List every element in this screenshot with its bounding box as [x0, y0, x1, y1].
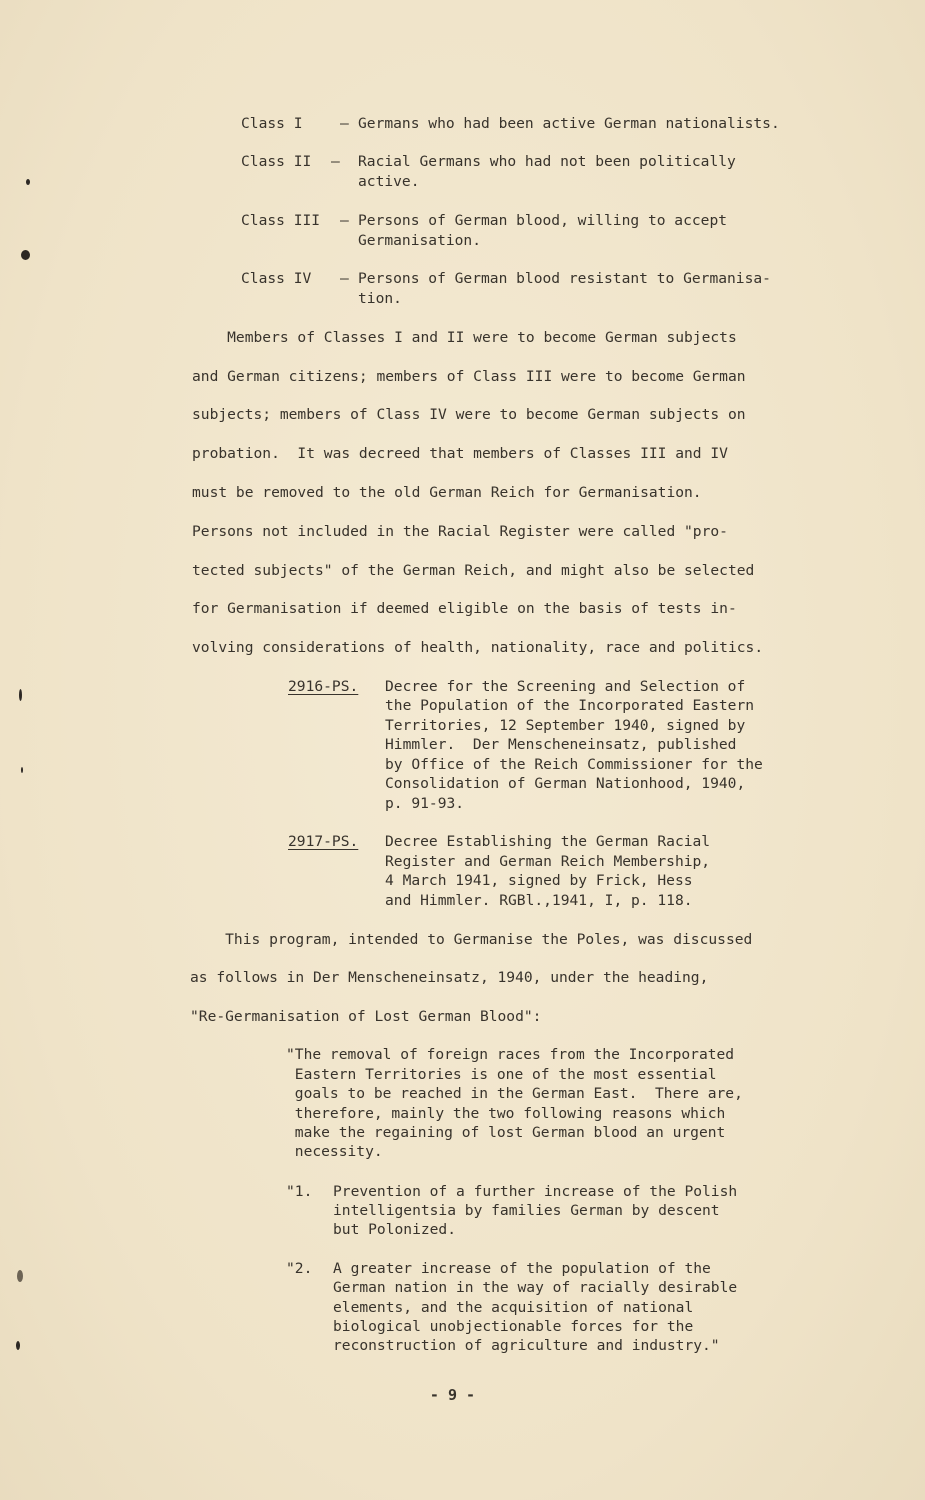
class-label: Class IV: [241, 270, 312, 287]
margin-mark: [16, 1341, 20, 1350]
item-line: reconstruction of agriculture and industry.": [333, 1337, 720, 1354]
margin-mark: [19, 689, 22, 701]
margin-mark: [21, 767, 23, 773]
margin-mark: [26, 179, 30, 185]
item-line: German nation in the way of racially desirable: [333, 1279, 738, 1296]
item-line: biological unobjectionable forces for the: [333, 1318, 694, 1335]
item-line: intelligentsia by families German by descent: [333, 1202, 720, 1219]
reference-id: 2916-PS.: [288, 678, 359, 695]
class-dash: –: [340, 270, 349, 287]
paragraph-line: as follows in Der Menscheneinsatz, 1940, under the heading,: [190, 969, 709, 986]
paragraph-line: "Re-Germanisation of Lost German Blood":: [190, 1008, 542, 1025]
item-line: A greater increase of the population of the: [333, 1260, 711, 1277]
item-line: but Polonized.: [333, 1221, 457, 1238]
item-line: elements, and the acquisition of national: [333, 1299, 694, 1316]
paragraph-line: must be removed to the old German Reich for Germanisation.: [192, 484, 702, 501]
reference-line: Himmler. Der Menscheneinsatz, published: [385, 736, 737, 753]
paragraph-line: subjects; members of Class IV were to become German subjects on: [192, 406, 746, 423]
reference-id: 2917-PS.: [288, 833, 359, 850]
class-dash: –: [340, 115, 349, 132]
reference-line: Decree Establishing the German Racial: [385, 833, 711, 850]
paragraph-line: This program, intended to Germanise the Poles, was discussed: [190, 931, 753, 948]
reference-line: Decree for the Screening and Selection of: [385, 678, 746, 695]
paragraph-line: Persons not included in the Racial Register were called "pro-: [192, 523, 728, 540]
class-description-line: Germans who had been active German nationalists.: [358, 115, 780, 132]
reference-line: the Population of the Incorporated Eastern: [385, 697, 755, 714]
paragraph-line: probation. It was decreed that members of Classes III and IV: [192, 445, 728, 462]
reference-line: Register and German Reich Membership,: [385, 853, 711, 870]
quote-line: "The removal of foreign races from the Incorporated: [286, 1046, 735, 1063]
quote-line: Eastern Territories is one of the most essential: [286, 1066, 717, 1083]
paragraph-line: and German citizens; members of Class III were to become German: [192, 368, 746, 385]
class-description-line: Persons of German blood, willing to accept: [358, 212, 728, 229]
quote-line: goals to be reached in the German East. There are,: [286, 1085, 743, 1102]
class-description-line: active.: [358, 173, 420, 190]
item-line: Prevention of a further increase of the Polish: [333, 1183, 738, 1200]
margin-mark: [17, 1270, 23, 1282]
class-dash: –: [340, 212, 349, 229]
class-description-line: tion.: [358, 290, 402, 307]
class-label: Class III: [241, 212, 321, 229]
reference-line: 4 March 1941, signed by Frick, Hess: [385, 872, 693, 889]
quote-line: make the regaining of lost German blood an urgent: [286, 1124, 726, 1141]
item-number: "2.: [286, 1260, 313, 1277]
reference-line: p. 91-93.: [385, 795, 465, 812]
class-label: Class I: [241, 115, 303, 132]
class-description-line: Germanisation.: [358, 232, 482, 249]
class-label: Class II: [241, 153, 312, 170]
paragraph-line: for Germanisation if deemed eligible on the basis of tests in-: [192, 600, 737, 617]
reference-line: by Office of the Reich Commissioner for the: [385, 756, 763, 773]
paragraph-line: volving considerations of health, nationality, race and politics.: [192, 639, 764, 656]
quote-line: necessity.: [286, 1143, 383, 1160]
paragraph-line: tected subjects" of the German Reich, and might also be selected: [192, 562, 755, 579]
margin-hole-mark: [21, 250, 30, 260]
quote-line: therefore, mainly the two following reasons which: [286, 1105, 726, 1122]
class-dash: —: [331, 153, 340, 170]
page-number: - 9 -: [429, 1386, 476, 1404]
reference-line: Consolidation of German Nationhood, 1940,: [385, 775, 746, 792]
class-description-line: Persons of German blood resistant to Germanisa-: [358, 270, 771, 287]
item-number: "1.: [286, 1183, 313, 1200]
reference-line: Territories, 12 September 1940, signed by: [385, 717, 746, 734]
class-description-line: Racial Germans who had not been politically: [358, 153, 736, 170]
reference-line: and Himmler. RGBl.,1941, I, p. 118.: [385, 892, 693, 909]
paragraph-line: Members of Classes I and II were to become German subjects: [192, 329, 737, 346]
